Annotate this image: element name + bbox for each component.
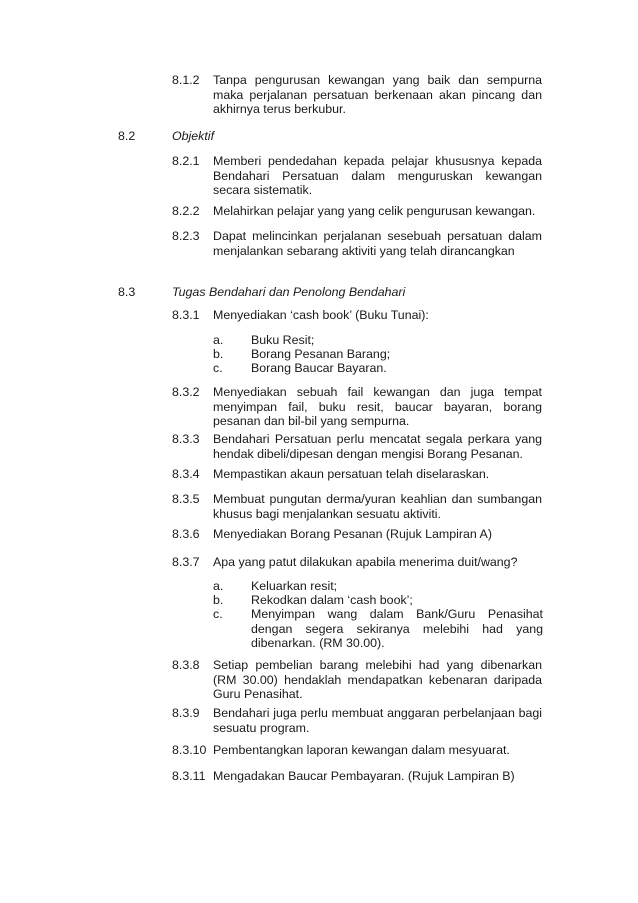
item-number: 8.3.2 bbox=[172, 385, 200, 399]
item-8-3-3 bbox=[172, 432, 542, 461]
item-number: 8.1.2 bbox=[172, 73, 200, 87]
item-number: 8.3.1 bbox=[172, 308, 200, 322]
item-8-1-2 bbox=[172, 73, 542, 117]
item-number: 8.3.8 bbox=[172, 658, 200, 672]
item-number: 8.3.6 bbox=[172, 527, 200, 541]
item-8-3-10 bbox=[172, 743, 542, 758]
sub-text: Buku Resit; bbox=[251, 333, 315, 347]
sub-text: Menyimpan wang dalam Bank/Guru Penasihat dengan segera sekiranya melebihi had yang dibenarkan. (RM 30.00). bbox=[251, 607, 543, 651]
item-text: Pembentangkan laporan kewangan dalam mesyuarat. bbox=[213, 743, 510, 757]
item-8-2-1 bbox=[172, 154, 542, 198]
item-text: Apa yang patut dilakukan apabila menerima duit/wang? bbox=[213, 555, 518, 569]
item-text: Mengadakan Baucar Pembayaran. (Rujuk Lampiran B) bbox=[213, 769, 515, 783]
item-number: 8.3.3 bbox=[172, 432, 200, 446]
sub-letter: c. bbox=[213, 361, 223, 375]
sub-list-item bbox=[213, 333, 543, 348]
sub-letter: b. bbox=[213, 593, 224, 607]
item-number: 8.2.2 bbox=[172, 204, 200, 218]
item-text: Tanpa pengurusan kewangan yang baik dan sempurna maka perjalanan persatuan berkenaan akan pincang dan akhirnya terus berkubur. bbox=[213, 73, 542, 117]
sub-text: Borang Pesanan Barang; bbox=[251, 347, 391, 361]
item-text: Memberi pendedahan kepada pelajar khususnya kepada Bendahari Persatuan dalam menguruskan kewangan secara sistematik. bbox=[213, 154, 542, 198]
item-8-3-1 bbox=[172, 308, 542, 323]
section-title: Tugas Bendahari dan Penolong Bendahari bbox=[172, 285, 406, 299]
sub-list-item bbox=[213, 361, 543, 376]
item-8-3-8 bbox=[172, 658, 542, 702]
item-text: Mempastikan akaun persatuan telah diselaraskan. bbox=[213, 467, 490, 481]
item-text: Bendahari Persatuan perlu mencatat segala perkara yang hendak dibeli/dipesan dengan mengisi Borang Pesanan. bbox=[213, 432, 542, 461]
section-number: 8.3 bbox=[118, 285, 136, 299]
item-number: 8.3.11 bbox=[172, 769, 206, 783]
sub-text: Rekodkan dalam ‘cash book’; bbox=[251, 593, 413, 607]
sub-letter: a. bbox=[213, 333, 224, 347]
item-text: Membuat pungutan derma/yuran keahlian dan sumbangan khusus bagi menjalankan sesuatu aktiviti. bbox=[213, 492, 542, 521]
item-8-3-11 bbox=[172, 769, 542, 784]
section-title: Objektif bbox=[172, 129, 215, 143]
item-text: Bendahari juga perlu membuat anggaran perbelanjaan bagi sesuatu program. bbox=[213, 706, 542, 735]
sub-list-item bbox=[213, 579, 543, 594]
section-number: 8.2 bbox=[118, 129, 136, 143]
sub-text: Borang Baucar Bayaran. bbox=[251, 361, 387, 375]
sub-list-item bbox=[213, 607, 543, 651]
item-number: 8.3.4 bbox=[172, 467, 200, 481]
item-number: 8.3.10 bbox=[172, 743, 207, 757]
sub-letter: c. bbox=[213, 607, 223, 621]
item-text: Dapat melincinkan perjalanan sesebuah persatuan dalam menjalankan sebarang aktiviti yang telah dirancangkan bbox=[213, 229, 542, 258]
sub-letter: b. bbox=[213, 347, 224, 361]
sub-list-item bbox=[213, 347, 543, 362]
item-number: 8.3.7 bbox=[172, 555, 200, 569]
item-number: 8.3.9 bbox=[172, 706, 200, 720]
sub-letter: a. bbox=[213, 579, 224, 593]
sub-list-item bbox=[213, 593, 543, 608]
item-8-3-6 bbox=[172, 527, 542, 542]
item-number: 8.3.5 bbox=[172, 492, 200, 506]
item-8-3-9 bbox=[172, 706, 542, 735]
item-8-2-3 bbox=[172, 229, 542, 258]
item-8-3-5 bbox=[172, 492, 542, 521]
item-text: Melahirkan pelajar yang yang celik pengurusan kewangan. bbox=[213, 204, 536, 218]
item-text: Setiap pembelian barang melebihi had yang dibenarkan (RM 30.00) hendaklah mendapatkan kebenaran daripada Guru Penasihat. bbox=[213, 658, 542, 702]
sub-text: Keluarkan resit; bbox=[251, 579, 338, 593]
item-number: 8.2.1 bbox=[172, 154, 200, 168]
item-8-3-4 bbox=[172, 467, 542, 482]
item-8-2-2 bbox=[172, 204, 542, 219]
item-text: Menyediakan Borang Pesanan (Rujuk Lampiran A) bbox=[213, 527, 492, 541]
item-number: 8.2.3 bbox=[172, 229, 200, 243]
item-text: Menyediakan ‘cash book’ (Buku Tunai): bbox=[213, 308, 429, 322]
item-text: Menyediakan sebuah fail kewangan dan juga tempat menyimpan fail, buku resit, baucar bayaran, borang pesanan dan bil-bil yang sempurna. bbox=[213, 385, 542, 429]
item-8-3-2 bbox=[172, 385, 542, 429]
item-8-3-7 bbox=[172, 555, 542, 570]
